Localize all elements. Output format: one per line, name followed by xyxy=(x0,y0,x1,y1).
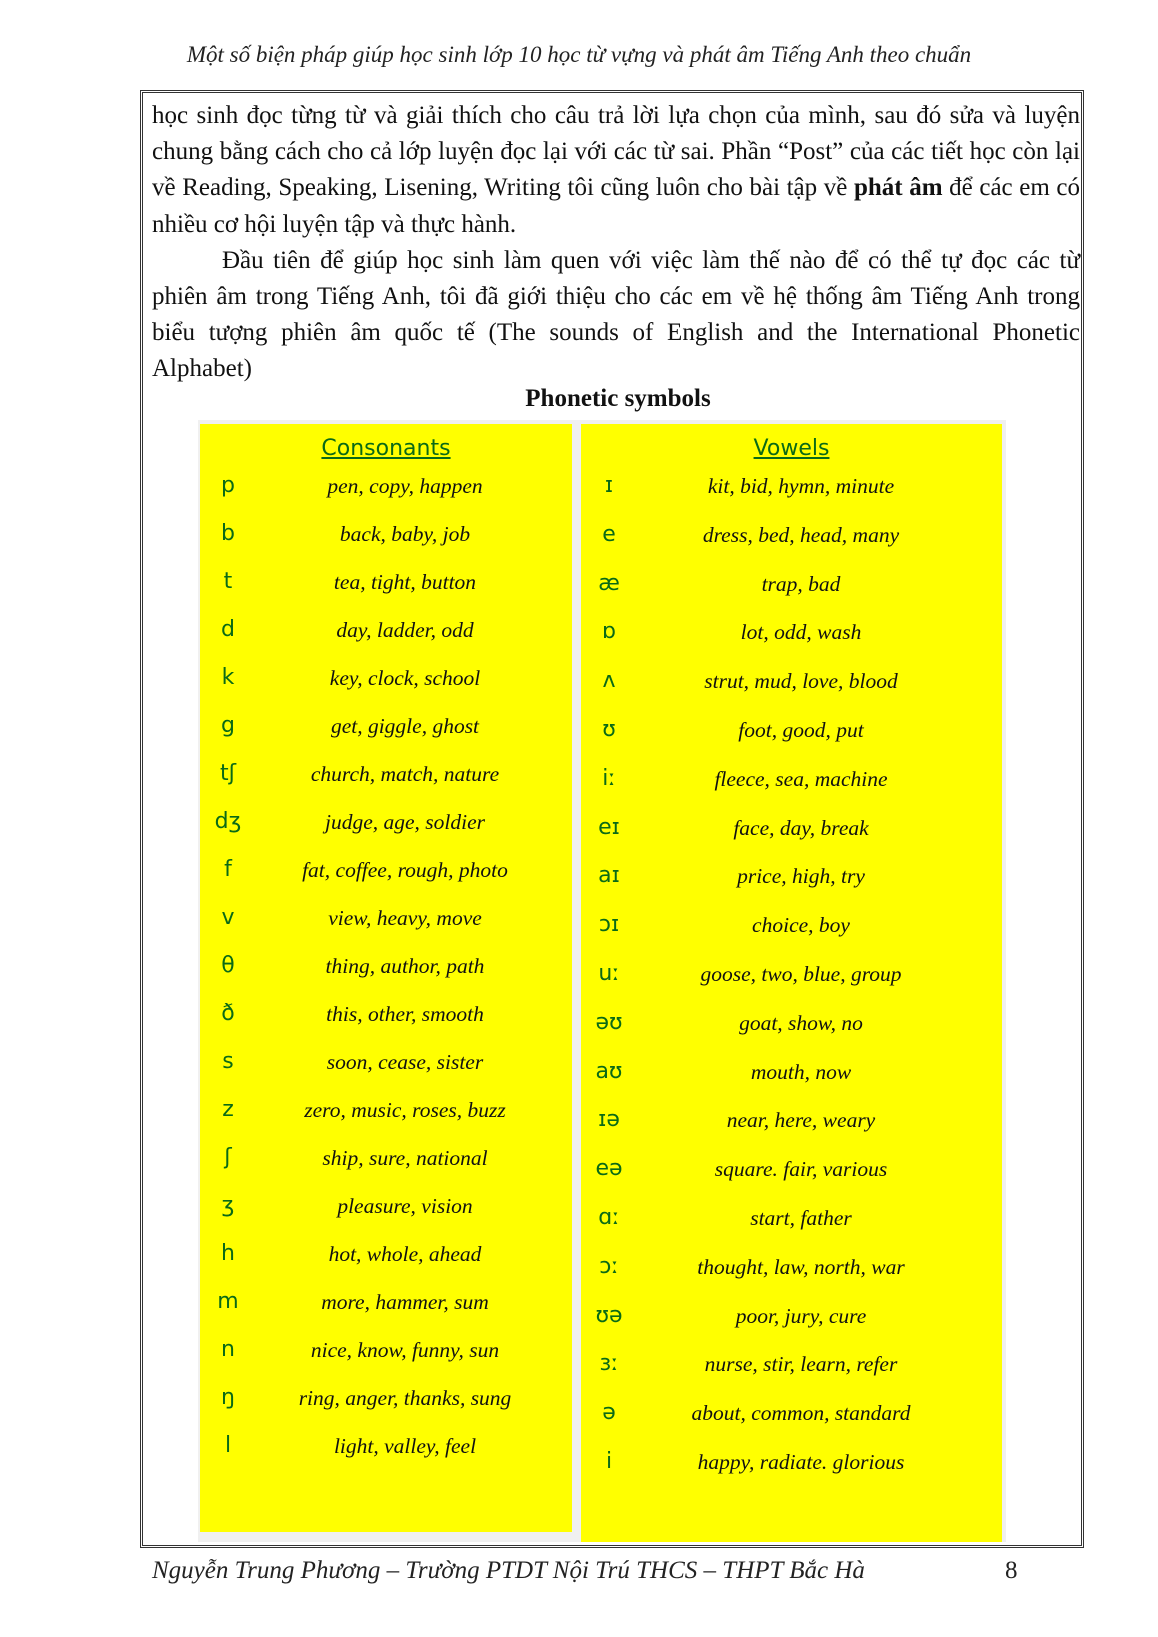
phonetic-symbol: ŋ xyxy=(221,1385,235,1410)
phonetic-symbol: ɔɪ xyxy=(598,912,620,938)
example-words: view, heavy, move xyxy=(328,906,482,930)
example-words: ring, anger, thanks, sung xyxy=(298,1386,512,1410)
example-words: lot, odd, wash xyxy=(740,620,862,645)
vowel-row xyxy=(581,1054,1002,1090)
phonetic-symbol: s xyxy=(222,1049,234,1074)
phonetic-symbol: z xyxy=(222,1097,234,1122)
example-words: mouth, now xyxy=(750,1059,852,1084)
vowel-row xyxy=(581,1151,1002,1187)
phonetic-symbol: m xyxy=(217,1289,239,1314)
phonetic-symbol: ɪə xyxy=(598,1107,620,1133)
phonetic-symbol: f xyxy=(224,857,232,882)
example-words: light, valley, feel xyxy=(333,1434,477,1458)
example-words: choice, boy xyxy=(752,913,850,938)
phonetic-symbol: ɑː xyxy=(598,1205,620,1230)
consonant-row xyxy=(200,1284,572,1320)
phonetic-symbol: n xyxy=(221,1337,235,1362)
example-words: zero, music, roses, buzz xyxy=(304,1098,506,1122)
example-words: this, other, smooth xyxy=(326,1002,484,1026)
phonetic-symbol: ʌ xyxy=(602,668,616,694)
example-words: ship, sure, national xyxy=(322,1146,488,1170)
paragraph-1-end: để các em có nhiều cơ hội luyện tập và thực hành. xyxy=(152,174,1080,238)
consonants-column xyxy=(200,424,572,1532)
example-words: back, baby, job xyxy=(339,522,471,546)
phonetic-symbol: d xyxy=(221,617,235,642)
phonetic-symbol: ʊ xyxy=(602,717,616,742)
vowels-heading: Vowels xyxy=(753,436,830,461)
phonetic-symbol: l xyxy=(224,1433,232,1458)
vowel-row xyxy=(581,858,1002,894)
phonetic-symbol: ð xyxy=(221,1001,235,1026)
consonant-row xyxy=(200,708,572,744)
phonetic-symbol: eɪ xyxy=(598,814,620,840)
phonetic-symbol: g xyxy=(221,713,235,738)
consonant-row xyxy=(200,1044,572,1080)
example-words: more, hammer, sum xyxy=(321,1290,489,1314)
example-words: day, ladder, odd xyxy=(336,618,474,642)
vowel-row xyxy=(581,1200,1002,1236)
table-title: Phonetic symbols xyxy=(525,385,711,412)
phonetic-symbol: i xyxy=(605,1449,613,1474)
consonant-row xyxy=(200,852,572,888)
vowel-row xyxy=(581,956,1002,992)
consonant-row xyxy=(200,1188,572,1224)
paragraph-2: Đầu tiên để giúp học sinh làm quen với việc làm thế nào để có thể tự đọc các từ phiên âm trong Tiếng Anh, tôi đã giới thiệu cho các em về hệ thống âm Tiếng Anh trong biểu tượng phiên âm quốc tế (The sounds of English and the International Phonetic Alphabet) xyxy=(152,246,1080,383)
body-text xyxy=(152,98,1080,388)
vowel-row xyxy=(581,761,1002,797)
vowel-row xyxy=(581,517,1002,553)
phonetic-table xyxy=(198,420,1006,1542)
consonant-row xyxy=(200,996,572,1032)
example-words: poor, jury, cure xyxy=(735,1303,867,1328)
consonant-row xyxy=(200,1428,572,1464)
phonetic-symbol: k xyxy=(221,665,235,690)
example-words: start, father xyxy=(750,1206,852,1230)
phonetic-symbol: ʒ xyxy=(221,1193,235,1218)
consonant-row xyxy=(200,1332,572,1368)
example-words: face, day, break xyxy=(733,815,869,840)
consonant-row xyxy=(200,1092,572,1128)
phonetic-symbol: ɒ xyxy=(602,619,616,645)
phonetic-symbol: h xyxy=(221,1241,235,1266)
example-words: square. fair, various xyxy=(714,1157,888,1182)
example-words: nurse, stir, learn, refer xyxy=(704,1352,898,1377)
example-words: dress, bed, head, many xyxy=(702,522,900,547)
phonetic-symbol: əʊ xyxy=(595,1009,623,1035)
consonants-heading: Consonants xyxy=(321,436,451,461)
vowel-row xyxy=(581,468,1002,504)
phonetic-symbol: v xyxy=(221,905,235,930)
page-number: 8 xyxy=(1005,1557,1018,1584)
phonetic-symbol: aɪ xyxy=(598,863,620,889)
example-words: goose, two, blue, group xyxy=(700,962,902,986)
phonetic-symbol: b xyxy=(221,521,235,546)
paragraph-1-bold: phát âm xyxy=(853,174,943,202)
example-words: near, here, weary xyxy=(726,1108,876,1133)
consonant-row xyxy=(200,1140,572,1176)
example-words: pleasure, vision xyxy=(337,1194,473,1218)
consonant-row xyxy=(200,564,572,600)
vowel-row xyxy=(581,1346,1002,1382)
example-words: happy, radiate. glorious xyxy=(697,1450,905,1474)
phonetic-symbol: ʊə xyxy=(595,1302,623,1328)
example-words: fat, coffee, rough, photo xyxy=(302,858,508,882)
phonetic-symbol: ɪ xyxy=(604,473,614,498)
phonetic-symbol: tʃ xyxy=(219,761,237,786)
example-words: fleece, sea, machine xyxy=(714,766,888,791)
example-words: church, match, nature xyxy=(310,762,500,786)
example-words: get, giggle, ghost xyxy=(330,714,480,738)
phonetic-symbol: θ xyxy=(221,953,235,978)
example-words: foot, good, put xyxy=(738,718,864,742)
example-words: thing, author, path xyxy=(325,954,485,978)
example-words: thought, law, north, war xyxy=(697,1254,905,1279)
example-words: pen, copy, happen xyxy=(327,474,483,498)
example-words: about, common, standard xyxy=(691,1401,911,1426)
vowel-row xyxy=(581,907,1002,943)
phonetic-symbol: t xyxy=(223,569,233,594)
phonetic-symbol: aʊ xyxy=(595,1058,623,1084)
paragraph-1-start: học sinh đọc từng từ và giải thích cho câu trả lời lựa chọn của mình, sau đó sửa và luyện chung bằng cách cho cả lớp luyện đọc lại với các từ sai. Phần “Post” của các tiết học còn lại về Reading, Speaking, Lisening, Writing tôi cũng luôn cho bài tập về xyxy=(152,102,1080,202)
phonetic-symbol: ɔː xyxy=(599,1253,619,1279)
phonetic-symbol: p xyxy=(221,473,235,498)
consonant-row xyxy=(200,660,572,696)
example-words: price, high, try xyxy=(737,864,865,889)
vowels-column xyxy=(581,424,1002,1542)
consonant-row xyxy=(200,516,572,552)
phonetic-symbol: e xyxy=(602,521,616,547)
vowel-row xyxy=(581,663,1002,699)
example-words: tea, tight, button xyxy=(333,570,477,594)
phonetic-symbol: ə xyxy=(602,1400,616,1426)
vowel-row xyxy=(581,712,1002,748)
vowel-row xyxy=(581,1444,1002,1480)
page-header: Một số biện pháp giúp học sinh lớp 10 học từ vựng và phát âm Tiếng Anh theo chuẩn xyxy=(186,42,972,67)
example-words: soon, cease, sister xyxy=(326,1050,484,1074)
consonant-row xyxy=(200,612,572,648)
vowel-row xyxy=(581,1249,1002,1285)
vowel-row xyxy=(581,1102,1002,1138)
consonant-row xyxy=(200,1380,572,1416)
page-footer: Nguyễn Trung Phương – Trường PTDT Nội Trú THCS – THPT Bắc Hà xyxy=(152,1557,865,1584)
consonant-row xyxy=(200,756,572,792)
vowel-row xyxy=(581,566,1002,602)
example-words: strut, mud, love, blood xyxy=(704,669,898,694)
phonetic-symbol: iː xyxy=(602,765,616,791)
consonant-row xyxy=(200,804,572,840)
example-words: nice, know, funny, sun xyxy=(310,1338,500,1362)
vowel-row xyxy=(581,1298,1002,1334)
phonetic-symbol: æ xyxy=(598,570,620,596)
example-words: kit, bid, hymn, minute xyxy=(707,474,895,498)
vowel-row xyxy=(581,614,1002,650)
example-words: trap, bad xyxy=(761,571,841,596)
example-words: key, clock, school xyxy=(329,666,481,690)
phonetic-symbol: ʃ xyxy=(224,1145,232,1170)
vowel-row xyxy=(581,1395,1002,1431)
consonant-row xyxy=(200,1236,572,1272)
example-words: judge, age, soldier xyxy=(324,810,486,834)
vowel-row xyxy=(581,1005,1002,1041)
phonetic-symbol: eə xyxy=(595,1156,623,1182)
vowel-row xyxy=(581,810,1002,846)
phonetic-symbol: ɜː xyxy=(599,1351,619,1377)
phonetic-symbol: uː xyxy=(598,961,620,986)
consonant-row xyxy=(200,468,572,504)
consonant-row xyxy=(200,900,572,936)
paragraph-1 xyxy=(152,98,1080,243)
consonant-row xyxy=(200,948,572,984)
example-words: goat, show, no xyxy=(739,1010,863,1035)
phonetic-symbol: dʒ xyxy=(214,809,242,834)
example-words: hot, whole, ahead xyxy=(328,1242,482,1266)
